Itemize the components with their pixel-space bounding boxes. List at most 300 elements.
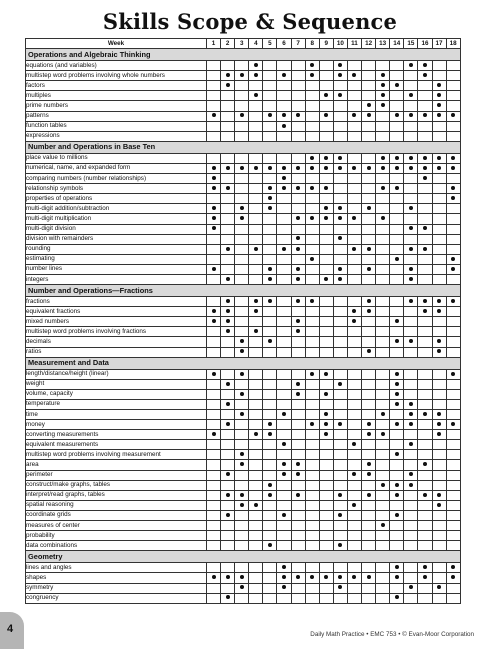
week-cell [291, 317, 305, 327]
week-cell [207, 153, 221, 163]
week-cell [305, 163, 319, 173]
week-cell [277, 317, 291, 327]
week-cell [277, 593, 291, 603]
check-dot [268, 277, 272, 281]
check-dot [282, 472, 286, 476]
week-cell [432, 91, 446, 101]
check-dot [240, 206, 244, 210]
week-cell [305, 450, 319, 460]
week-cell [390, 347, 404, 357]
week-number: 11 [347, 39, 361, 49]
week-cell [333, 91, 347, 101]
check-dot [282, 575, 286, 579]
week-cell [263, 470, 277, 480]
week-cell [362, 163, 376, 173]
week-cell [319, 254, 333, 264]
week-cell [446, 254, 460, 264]
skill-label: symmetry [26, 583, 207, 593]
week-cell [263, 153, 277, 163]
week-cell [207, 204, 221, 214]
week-cell [319, 510, 333, 520]
check-dot [338, 93, 342, 97]
week-cell [305, 369, 319, 379]
week-cell [291, 307, 305, 317]
check-dot [212, 309, 216, 313]
skill-row [26, 174, 461, 184]
week-cell [263, 111, 277, 121]
week-cell [376, 214, 390, 224]
week-cell [362, 490, 376, 500]
check-dot [240, 585, 244, 589]
week-cell [446, 244, 460, 254]
week-cell [319, 297, 333, 307]
week-cell [404, 573, 418, 583]
week-cell [404, 500, 418, 510]
week-cell [362, 214, 376, 224]
week-cell [390, 214, 404, 224]
week-cell [305, 101, 319, 111]
check-dot [381, 216, 385, 220]
week-cell [347, 61, 361, 71]
week-cell [291, 111, 305, 121]
check-dot [437, 432, 441, 436]
skill-row [26, 521, 461, 531]
week-cell [418, 347, 432, 357]
week-cell [207, 317, 221, 327]
week-cell [207, 410, 221, 420]
week-cell [404, 563, 418, 573]
week-cell [207, 347, 221, 357]
week-cell [376, 337, 390, 347]
week-cell [235, 234, 249, 244]
week-cell [333, 307, 347, 317]
check-dot [338, 543, 342, 547]
week-cell [319, 327, 333, 337]
week-cell [291, 81, 305, 91]
week-cell [249, 174, 263, 184]
week-cell [221, 327, 235, 337]
check-dot [451, 196, 455, 200]
week-cell [221, 264, 235, 274]
week-cell [418, 131, 432, 141]
week-cell [291, 450, 305, 460]
week-cell [446, 194, 460, 204]
skill-label: weight [26, 379, 207, 389]
skill-row [26, 593, 461, 603]
week-cell [319, 244, 333, 254]
week-cell [376, 254, 390, 264]
week-cell [404, 480, 418, 490]
week-cell [347, 264, 361, 274]
check-dot [324, 422, 328, 426]
skill-label: time [26, 410, 207, 420]
scope-sequence-table [25, 38, 461, 604]
week-cell [362, 531, 376, 541]
skill-label: expressions [26, 131, 207, 141]
week-cell [347, 593, 361, 603]
week-cell [376, 500, 390, 510]
check-dot [409, 483, 413, 487]
check-dot [240, 166, 244, 170]
week-cell [376, 531, 390, 541]
week-cell [432, 480, 446, 490]
week-cell [235, 583, 249, 593]
week-cell [249, 214, 263, 224]
check-dot [226, 493, 230, 497]
week-cell [305, 470, 319, 480]
check-dot [240, 73, 244, 77]
skill-row [26, 204, 461, 214]
week-cell [390, 500, 404, 510]
check-dot [226, 319, 230, 323]
week-cell [249, 420, 263, 430]
week-cell [432, 307, 446, 317]
week-cell [277, 61, 291, 71]
week-cell [362, 470, 376, 480]
week-cell [376, 389, 390, 399]
week-cell [263, 131, 277, 141]
skill-row [26, 264, 461, 274]
week-cell [221, 379, 235, 389]
week-cell [277, 510, 291, 520]
week-cell [207, 163, 221, 173]
week-cell [333, 204, 347, 214]
week-cell [207, 131, 221, 141]
skill-row [26, 307, 461, 317]
week-cell [333, 163, 347, 173]
week-cell [263, 531, 277, 541]
week-cell [305, 430, 319, 440]
check-dot [451, 257, 455, 261]
check-dot [212, 432, 216, 436]
week-cell [418, 224, 432, 234]
check-dot [338, 513, 342, 517]
check-dot [254, 432, 258, 436]
week-cell [418, 337, 432, 347]
week-cell [221, 389, 235, 399]
week-cell [277, 327, 291, 337]
skill-label: number lines [26, 264, 207, 274]
week-cell [249, 563, 263, 573]
week-cell [347, 91, 361, 101]
check-dot [296, 267, 300, 271]
skill-label: decimals [26, 337, 207, 347]
check-dot [423, 113, 427, 117]
week-cell [263, 121, 277, 131]
week-cell [319, 450, 333, 460]
check-dot [409, 267, 413, 271]
week-cell [235, 163, 249, 173]
check-dot [451, 156, 455, 160]
check-dot [423, 166, 427, 170]
week-cell [404, 389, 418, 399]
check-dot [338, 166, 342, 170]
week-cell [305, 274, 319, 284]
check-dot [268, 299, 272, 303]
week-cell [404, 470, 418, 480]
week-cell [376, 184, 390, 194]
week-cell [305, 264, 319, 274]
week-cell [390, 337, 404, 347]
check-dot [310, 422, 314, 426]
check-dot [296, 186, 300, 190]
week-cell [277, 194, 291, 204]
week-cell [207, 224, 221, 234]
check-dot [423, 63, 427, 67]
week-cell [347, 399, 361, 409]
skill-row [26, 61, 461, 71]
week-cell [291, 490, 305, 500]
skill-row [26, 91, 461, 101]
week-cell [404, 420, 418, 430]
check-dot [352, 575, 356, 579]
week-number: 10 [333, 39, 347, 49]
skill-label: equations (and variables) [26, 61, 207, 71]
check-dot [324, 206, 328, 210]
week-cell [390, 274, 404, 284]
week-cell [235, 410, 249, 420]
week-cell [376, 369, 390, 379]
check-dot [367, 267, 371, 271]
week-cell [207, 111, 221, 121]
week-cell [305, 379, 319, 389]
week-cell [291, 121, 305, 131]
check-dot [268, 543, 272, 547]
week-cell [333, 480, 347, 490]
week-cell [376, 440, 390, 450]
week-cell [376, 583, 390, 593]
week-cell [235, 563, 249, 573]
check-dot [437, 166, 441, 170]
week-cell [207, 389, 221, 399]
check-dot [240, 503, 244, 507]
check-dot [282, 513, 286, 517]
week-cell [207, 91, 221, 101]
skill-label: properties of operations [26, 194, 207, 204]
week-cell [221, 234, 235, 244]
week-cell [305, 71, 319, 81]
skill-row [26, 531, 461, 541]
week-cell [291, 399, 305, 409]
skill-label: perimeter [26, 470, 207, 480]
week-cell [446, 593, 460, 603]
week-cell [277, 153, 291, 163]
week-cell [305, 204, 319, 214]
week-cell [305, 194, 319, 204]
check-dot [381, 73, 385, 77]
week-cell [333, 81, 347, 91]
week-cell [249, 327, 263, 337]
week-cell [263, 327, 277, 337]
week-cell [221, 420, 235, 430]
check-dot [282, 113, 286, 117]
check-dot [282, 247, 286, 251]
week-cell [291, 410, 305, 420]
week-cell [277, 234, 291, 244]
week-cell [418, 480, 432, 490]
week-cell [362, 131, 376, 141]
week-cell [319, 500, 333, 510]
week-cell [235, 131, 249, 141]
check-dot [437, 349, 441, 353]
week-cell [263, 163, 277, 173]
week-cell [305, 500, 319, 510]
week-cell [418, 214, 432, 224]
week-cell [207, 460, 221, 470]
week-cell [362, 224, 376, 234]
check-dot [437, 585, 441, 589]
week-cell [319, 541, 333, 551]
week-cell [362, 204, 376, 214]
week-cell [376, 307, 390, 317]
week-cell [207, 500, 221, 510]
skill-label: multi-digit multiplication [26, 214, 207, 224]
week-cell [432, 531, 446, 541]
week-cell [362, 91, 376, 101]
check-dot [282, 442, 286, 446]
week-cell [221, 174, 235, 184]
week-cell [347, 389, 361, 399]
week-cell [404, 490, 418, 500]
skill-label: prime numbers [26, 101, 207, 111]
week-cell [249, 480, 263, 490]
week-cell [390, 131, 404, 141]
week-cell [333, 153, 347, 163]
week-cell [347, 480, 361, 490]
check-dot [367, 349, 371, 353]
check-dot [409, 93, 413, 97]
week-cell [263, 214, 277, 224]
check-dot [310, 372, 314, 376]
week-cell [362, 317, 376, 327]
check-dot [240, 339, 244, 343]
week-cell [418, 327, 432, 337]
week-cell [404, 593, 418, 603]
week-cell [446, 234, 460, 244]
week-cell [221, 101, 235, 111]
week-cell [404, 460, 418, 470]
week-cell [446, 111, 460, 121]
check-dot [395, 339, 399, 343]
week-cell [319, 440, 333, 450]
week-cell [347, 563, 361, 573]
week-cell [418, 500, 432, 510]
week-cell [432, 184, 446, 194]
check-dot [226, 382, 230, 386]
week-cell [291, 204, 305, 214]
check-dot [437, 493, 441, 497]
week-cell [376, 327, 390, 337]
week-cell [404, 369, 418, 379]
check-dot [423, 412, 427, 416]
week-cell [263, 510, 277, 520]
week-cell [432, 121, 446, 131]
week-cell [207, 369, 221, 379]
week-cell [376, 224, 390, 234]
check-dot [282, 585, 286, 589]
check-dot [296, 247, 300, 251]
check-dot [451, 575, 455, 579]
week-cell [277, 369, 291, 379]
week-cell [390, 111, 404, 121]
week-cell [263, 347, 277, 357]
week-cell [390, 91, 404, 101]
week-cell [347, 204, 361, 214]
week-cell [404, 531, 418, 541]
check-dot [310, 257, 314, 261]
week-cell [319, 531, 333, 541]
week-cell [249, 244, 263, 254]
skill-label: lines and angles [26, 563, 207, 573]
check-dot [423, 309, 427, 313]
week-cell [207, 254, 221, 264]
week-cell [390, 480, 404, 490]
skill-row [26, 480, 461, 490]
week-cell [221, 163, 235, 173]
week-cell [277, 91, 291, 101]
week-cell [404, 450, 418, 460]
week-cell [404, 307, 418, 317]
week-cell [432, 399, 446, 409]
week-cell [376, 111, 390, 121]
week-cell [249, 337, 263, 347]
week-cell [221, 593, 235, 603]
week-cell [207, 61, 221, 71]
check-dot [226, 402, 230, 406]
week-cell [432, 490, 446, 500]
check-dot [338, 277, 342, 281]
week-cell [347, 131, 361, 141]
week-cell [207, 563, 221, 573]
week-cell [376, 121, 390, 131]
week-cell [235, 194, 249, 204]
week-cell [376, 264, 390, 274]
skill-label: multistep word problems involving fractions [26, 327, 207, 337]
check-dot [367, 299, 371, 303]
week-cell [347, 347, 361, 357]
week-cell [221, 521, 235, 531]
skill-label: rounding [26, 244, 207, 254]
check-dot [409, 63, 413, 67]
week-cell [418, 583, 432, 593]
week-cell [305, 399, 319, 409]
week-cell [418, 297, 432, 307]
check-dot [338, 63, 342, 67]
week-cell [333, 510, 347, 520]
week-cell [221, 194, 235, 204]
week-cell [221, 224, 235, 234]
week-cell [221, 531, 235, 541]
week-cell [319, 379, 333, 389]
week-cell [390, 583, 404, 593]
week-cell [221, 111, 235, 121]
skill-row [26, 274, 461, 284]
week-cell [249, 317, 263, 327]
week-cell [235, 91, 249, 101]
week-cell [376, 91, 390, 101]
week-cell [305, 480, 319, 490]
week-cell [277, 480, 291, 490]
check-dot [212, 113, 216, 117]
week-cell [277, 254, 291, 264]
week-cell [376, 563, 390, 573]
week-cell [305, 244, 319, 254]
check-dot [324, 575, 328, 579]
check-dot [296, 216, 300, 220]
week-cell [277, 399, 291, 409]
week-cell [333, 121, 347, 131]
week-cell [319, 274, 333, 284]
